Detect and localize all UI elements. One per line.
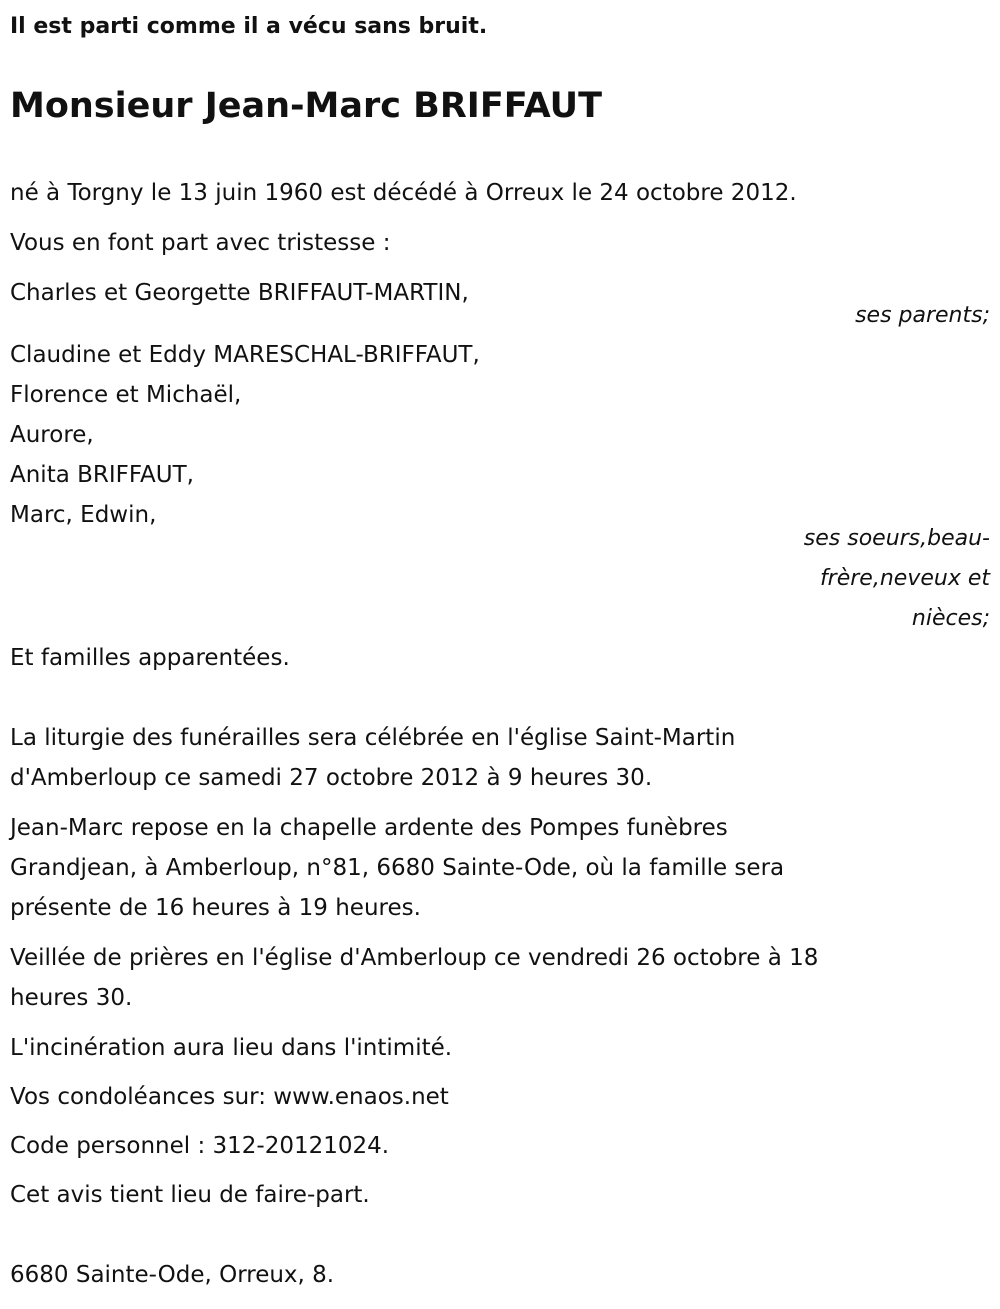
epitaph: Il est parti comme il a vécu sans bruit. [10, 14, 488, 39]
parents-names: Charles et Georgette BRIFFAUT-MARTIN, [10, 280, 469, 306]
sibling-line: Claudine et Eddy MARESCHAL-BRIFFAUT, [10, 342, 480, 368]
vigil-line: Veillée de prières en l'église d'Amberloup ce vendredi 26 octobre à 18 [10, 945, 819, 971]
condolences-line: Vos condoléances sur: www.enaos.net [10, 1084, 449, 1110]
liturgy-line: d'Amberloup ce samedi 27 octobre 2012 à 9 heures 30. [10, 765, 653, 791]
chapel-line: présente de 16 heures à 19 heures. [10, 895, 421, 921]
address-line: 6680 Sainte-Ode, Orreux, 8. [10, 1262, 335, 1288]
notice-line: Cet avis tient lieu de faire-part. [10, 1182, 370, 1208]
sibling-line: Florence et Michaël, [10, 382, 242, 408]
siblings-role-line: frère,neveux et [819, 566, 990, 591]
sibling-line: Aurore, [10, 422, 94, 448]
vigil-line: heures 30. [10, 985, 133, 1011]
parents-role: ses parents; [855, 303, 990, 328]
siblings-role-line: nièces; [911, 606, 990, 631]
intro-line: Vous en font part avec tristesse : [10, 230, 391, 256]
sibling-line: Anita BRIFFAUT, [10, 462, 194, 488]
families-line: Et familles apparentées. [10, 645, 290, 671]
siblings-role-line: ses soeurs,beau- [803, 526, 990, 551]
birth-death-line: né à Torgny le 13 juin 1960 est décédé à Orreux le 24 octobre 2012. [10, 180, 797, 206]
cremation-line: L'incinération aura lieu dans l'intimité. [10, 1035, 453, 1061]
chapel-line: Grandjean, à Amberloup, n°81, 6680 Sainte-Ode, où la famille sera [10, 855, 785, 881]
sibling-line: Marc, Edwin, [10, 502, 157, 528]
deceased-name: Monsieur Jean-Marc BRIFFAUT [10, 86, 602, 126]
chapel-line: Jean-Marc repose en la chapelle ardente des Pompes funèbres [10, 815, 728, 841]
liturgy-line: La liturgie des funérailles sera célébrée en l'église Saint-Martin [10, 725, 736, 751]
personal-code-line: Code personnel : 312-20121024. [10, 1133, 390, 1159]
